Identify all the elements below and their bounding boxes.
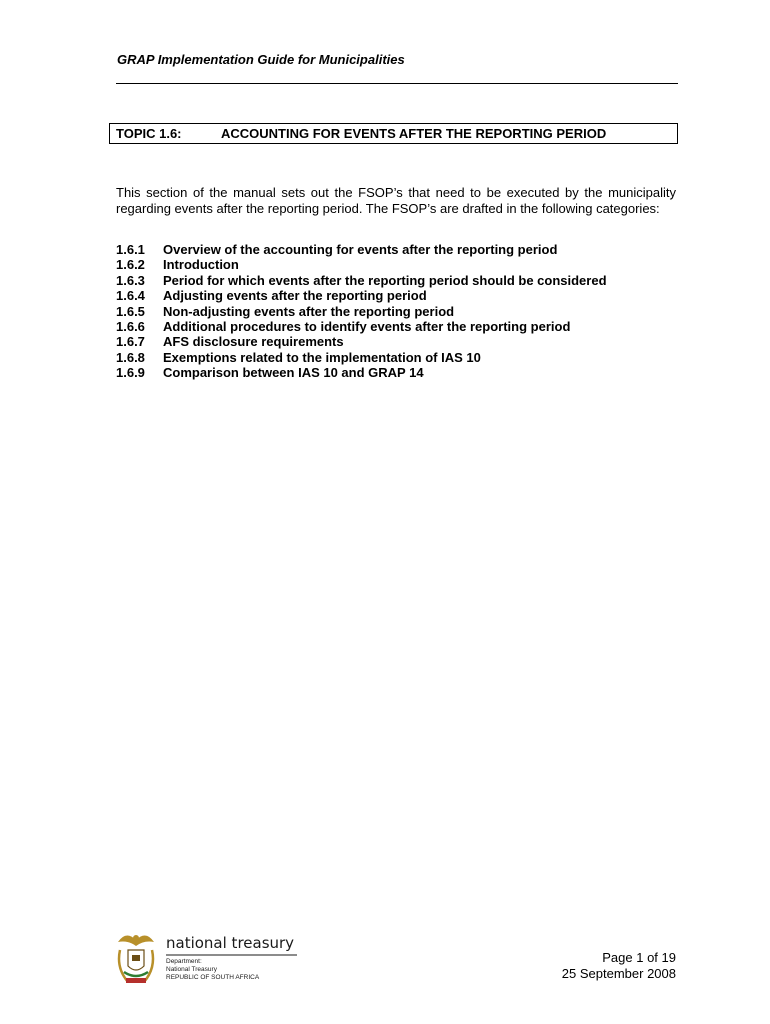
logo-name: national treasury — [166, 934, 295, 952]
list-item — [116, 288, 676, 303]
running-header: GRAP Implementation Guide for Municipalities — [117, 52, 405, 67]
list-item-number: 1.6.7 — [116, 334, 145, 350]
list-item-label: AFS disclosure requirements — [163, 334, 344, 350]
national-treasury-logo — [114, 928, 304, 988]
list-item-number: 1.6.6 — [116, 318, 145, 334]
list-item-label: Overview of the accounting for events after the reporting period — [163, 242, 558, 257]
list-item — [116, 273, 676, 288]
page-number: Page 1 of 19 — [602, 950, 676, 965]
list-item-number: 1.6.5 — [116, 303, 145, 319]
list-item — [116, 334, 676, 349]
topic-contents-list — [116, 242, 676, 381]
list-item — [116, 242, 676, 257]
list-item-label: Additional procedures to identify events after the reporting period — [163, 318, 571, 334]
topic-number: TOPIC 1.6: — [116, 126, 182, 141]
list-item — [116, 365, 676, 380]
list-item-number: 1.6.2 — [116, 257, 145, 273]
header-rule — [116, 83, 678, 84]
list-item-label: Introduction — [163, 257, 239, 273]
list-item-number: 1.6.8 — [116, 349, 145, 365]
list-item — [116, 257, 676, 272]
document-date: 25 September 2008 — [561, 966, 676, 981]
list-item — [116, 304, 676, 319]
list-item-label: Non-adjusting events after the reporting period — [163, 303, 455, 319]
list-item-label: Comparison between IAS 10 and GRAP 14 — [163, 365, 424, 381]
list-item-label: Adjusting events after the reporting period — [163, 288, 427, 304]
intro-paragraph: This section of the manual sets out the FSOP’s that need to be executed by the municipality regarding events after the reporting period. The FSOP’s are drafted in the following categories: — [116, 185, 676, 216]
list-item-number: 1.6.1 — [116, 242, 145, 257]
topic-title: ACCOUNTING FOR EVENTS AFTER THE REPORTING PERIOD — [221, 126, 607, 141]
coat-of-arms-icon — [118, 935, 154, 983]
list-item-label: Exemptions related to the implementation of IAS 10 — [163, 349, 481, 365]
logo-line-department: Department: — [166, 958, 202, 965]
list-item-number: 1.6.4 — [116, 288, 145, 304]
logo-line-republic: REPUBLIC OF SOUTH AFRICA — [166, 974, 260, 981]
list-item-number: 1.6.3 — [116, 272, 145, 288]
topic-heading-box — [109, 123, 678, 144]
list-item-label: Period for which events after the reporting period should be considered — [163, 272, 607, 288]
list-item-number: 1.6.9 — [116, 365, 145, 381]
list-item — [116, 319, 676, 334]
logo-line-treasury: National Treasury — [166, 966, 217, 973]
list-item — [116, 350, 676, 365]
